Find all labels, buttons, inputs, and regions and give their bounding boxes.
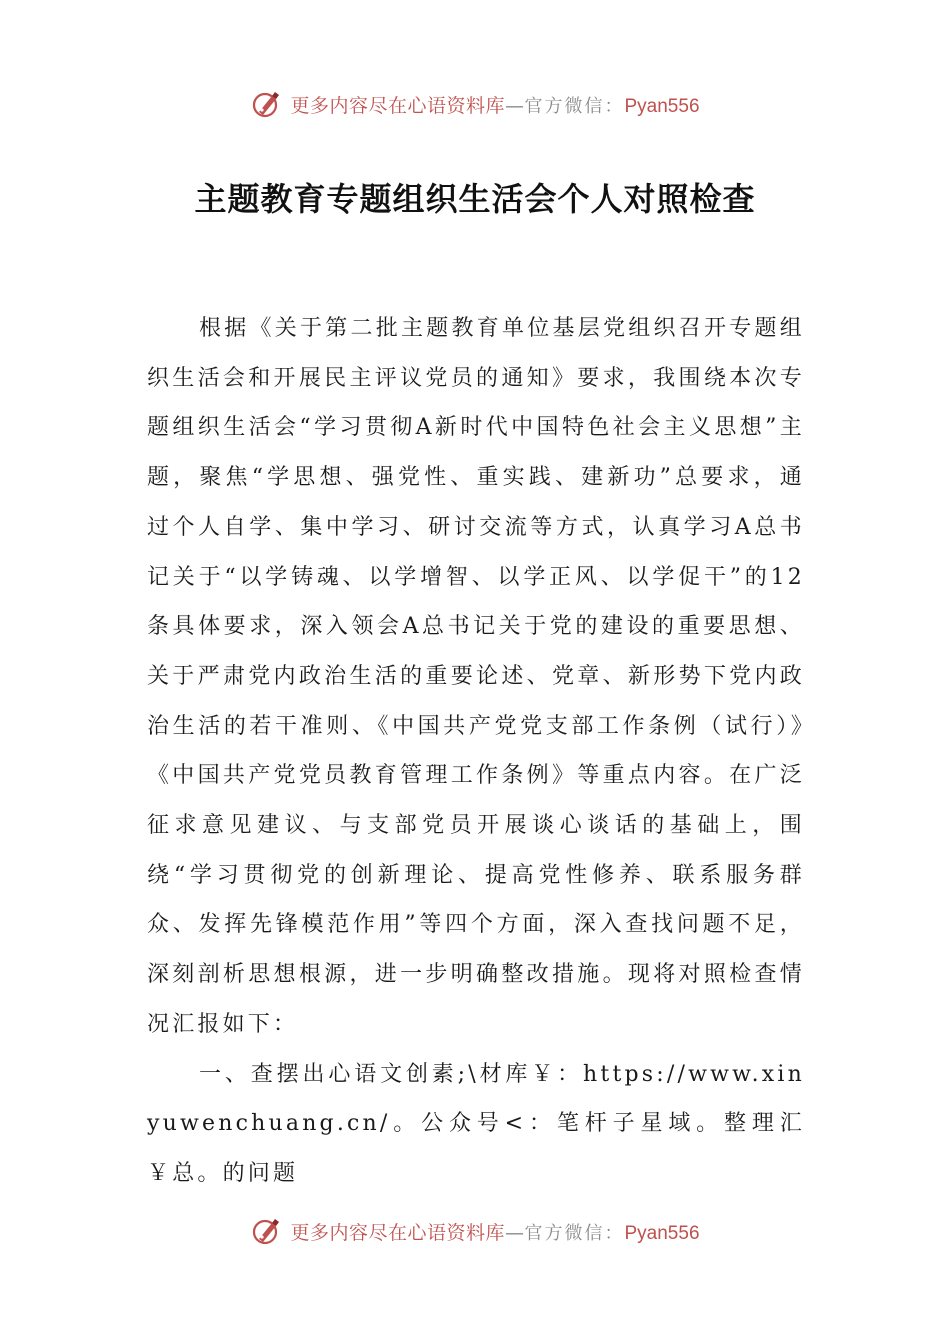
document-body [147,304,805,1199]
watermark-separator: — [505,94,525,117]
watermark-wechat-id: Pyan556 [624,95,700,117]
watermark-suffix: 官方微信： [524,95,625,117]
body-paragraph: 根据《关于第二批主题教育单位基层党组织召开专题组织生活会和开展民主评议党员的通知》要求，我围绕本次专题组织生活会“学习贯彻A新时代中国特色社会主义思想”主题，聚焦“学思想、强党性、重实践、建新功”总要求，通过个人自学、集中学习、研讨交流等方式，认真学习A总书记关于“以学铸魂、以学增智、以学正风、以学促干”的12条具体要求，深入领会A总书记关于党的建设的重要思想、关于严肃党内政治生活的重要论述、党章、新形势下党内政治生活的若干准则、《中国共产党党支部工作条例（试行）》《中国共产党党员教育管理工作条例》等重点内容。在广泛征求意见建议、与支部党员开展谈心谈话的基础上，围绕“学习贯彻党的创新理论、提高党性修养、联系服务群众、发挥先锋模范作用”等四个方面，深入查找问题不足，深刻剖析思想根源，进一步明确整改措施。现将对照检查情况汇报如下： [147,316,805,1037]
pen-nib-circle-icon [250,88,282,120]
watermark-text [290,91,699,118]
body-paragraph: 一、查摆出心语文创素;\材库￥：https://www.xinyuwenchuang.cn/。公众号<：笔杆子星域。整理汇￥总。的问题 [147,1061,805,1186]
pen-nib-circle-icon [250,1215,282,1247]
watermark-wechat-id: Pyan556 [624,1222,700,1244]
document-title: 主题教育专题组织生活会个人对照检查 [194,180,756,218]
watermark-text [290,1218,699,1245]
watermark-suffix: 官方微信： [524,1222,625,1244]
watermark-prefix: 更多内容尽在心语资料库 [290,94,505,117]
footer-watermark [0,1211,950,1251]
watermark-prefix: 更多内容尽在心语资料库 [290,1221,505,1244]
watermark-separator: — [505,1221,525,1244]
header-watermark [0,84,950,124]
